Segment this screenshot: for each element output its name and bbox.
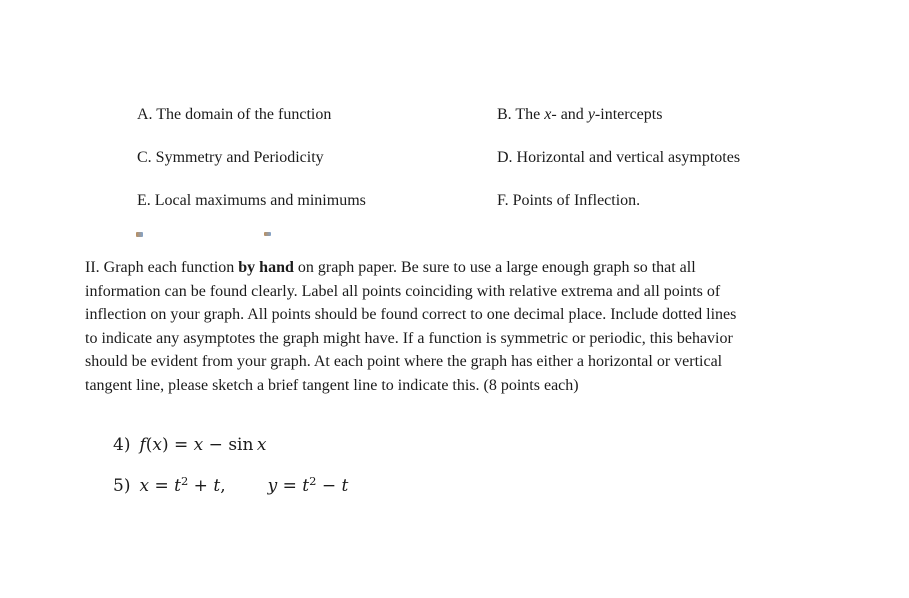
paragraph-line: tangent line, please sketch a brief tangent line to indicate this. (8 points each) <box>85 376 579 394</box>
paragraph-line: information can be found clearly. Label all points coinciding with relative extrema and all points of <box>85 282 721 300</box>
instructions-paragraph <box>85 256 736 397</box>
stray-mark <box>264 232 271 236</box>
paragraph-line: to indicate any asymptotes the graph might have. If a function is symmetric or periodic, this behavior <box>85 329 733 347</box>
checklist-item-b: B. The x- and y-intercepts <box>497 106 663 123</box>
checklist-item-f: F. Points of Inflection. <box>497 192 641 209</box>
checklist-item-a: A. The domain of the function <box>137 106 332 123</box>
paragraph-line: II. Graph each function by hand on graph paper. Be sure to use a large enough graph so that all <box>85 259 696 276</box>
stray-mark <box>136 232 143 237</box>
paragraph-line: should be evident from your graph. At each point where the graph has either a horizontal or vertical <box>85 353 723 370</box>
problem-4-number: 4) <box>113 435 131 455</box>
checklist-item-e: E. Local maximums and minimums <box>137 192 366 209</box>
paragraph-line: inflection on your graph. All points should be found correct to one decimal place. Include dotted lines <box>85 306 737 323</box>
problem-5-number: 5) <box>113 476 131 496</box>
checklist <box>137 106 740 235</box>
problem-5-expression: $x = t^2 + t$, $y = t^2 - t$ <box>139 473 349 496</box>
checklist-item-c: C. Symmetry and Periodicity <box>137 149 324 166</box>
problem-4-expression: f(x) = x − sin x <box>139 435 267 455</box>
problem-4 <box>113 435 266 455</box>
checklist-item-d: D. Horizontal and vertical asymptotes <box>497 149 741 166</box>
problem-5 <box>113 473 349 496</box>
